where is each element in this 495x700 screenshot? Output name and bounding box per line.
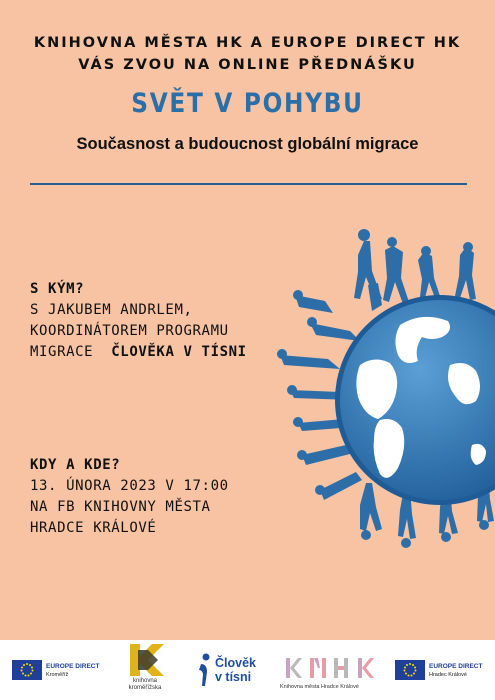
europe-direct-title: EUROPE DIRECT [46, 662, 100, 670]
speaker-line-3 [30, 342, 247, 363]
organizers-line: KNIHOVNA MĚSTA HK A EUROPE DIRECT HK [33, 35, 462, 51]
clovek-v-tisni-logo [198, 640, 256, 700]
europe-direct-hk-logo [395, 640, 482, 700]
v-tisni-text: v tísni [215, 670, 252, 684]
speaker-line-1: S JAKUBEM ANDRLEM, [30, 302, 193, 318]
kmhk-caption: Knihovna města Hradce Králové [280, 684, 359, 690]
time-place-section [30, 455, 229, 539]
europe-direct-city: Hradec Králové [429, 671, 467, 678]
eu-flag-icon [12, 660, 42, 680]
speaker-label: S KÝM? [30, 281, 85, 297]
europe-direct-kromeriz-logo [12, 640, 99, 700]
knihovna-kromerizska-logo [120, 640, 170, 700]
date-time: 13. ÚNORA 2023 V 17:00 [30, 478, 229, 494]
time-place-label: KDY A KDE? [30, 457, 121, 473]
partner-logos-bar [0, 640, 495, 700]
divider-line [30, 183, 467, 185]
organization-name: ČLOVĚKA V TÍSNI [111, 344, 247, 360]
speaker-line-3-start: MIGRACE [30, 344, 112, 360]
clovek-v-tisni-figure-icon [198, 652, 212, 688]
poster-header [0, 32, 495, 154]
event-subtitle: Současnost a budoucnost globální migrace [76, 135, 419, 153]
speaker-section [30, 279, 247, 363]
kromerizska-label: kroměřížska [128, 685, 162, 691]
eu-flag-icon [395, 660, 425, 680]
knihovna-k-mark-icon [120, 640, 170, 678]
clovek-text: Člověk [215, 656, 256, 670]
event-title: SVĚT V POHYBU [131, 88, 364, 119]
speaker-line-2: KOORDINÁTOREM PROGRAMU [30, 323, 229, 339]
migration-globe-illustration [240, 215, 495, 565]
europe-direct-city: Kroměříž [46, 671, 69, 678]
kmhk-logo [280, 640, 380, 700]
place-line-2: HRADCE KRÁLOVÉ [30, 520, 157, 536]
knihovna-label: knihovna [132, 678, 158, 684]
kmhk-letters-icon [280, 654, 380, 684]
europe-direct-title: EUROPE DIRECT [429, 662, 483, 670]
place-line-1: NA FB KNIHOVNY MĚSTA [30, 499, 211, 515]
invitation-line: VÁS ZVOU NA ONLINE PŘEDNÁŠKU [78, 57, 417, 73]
